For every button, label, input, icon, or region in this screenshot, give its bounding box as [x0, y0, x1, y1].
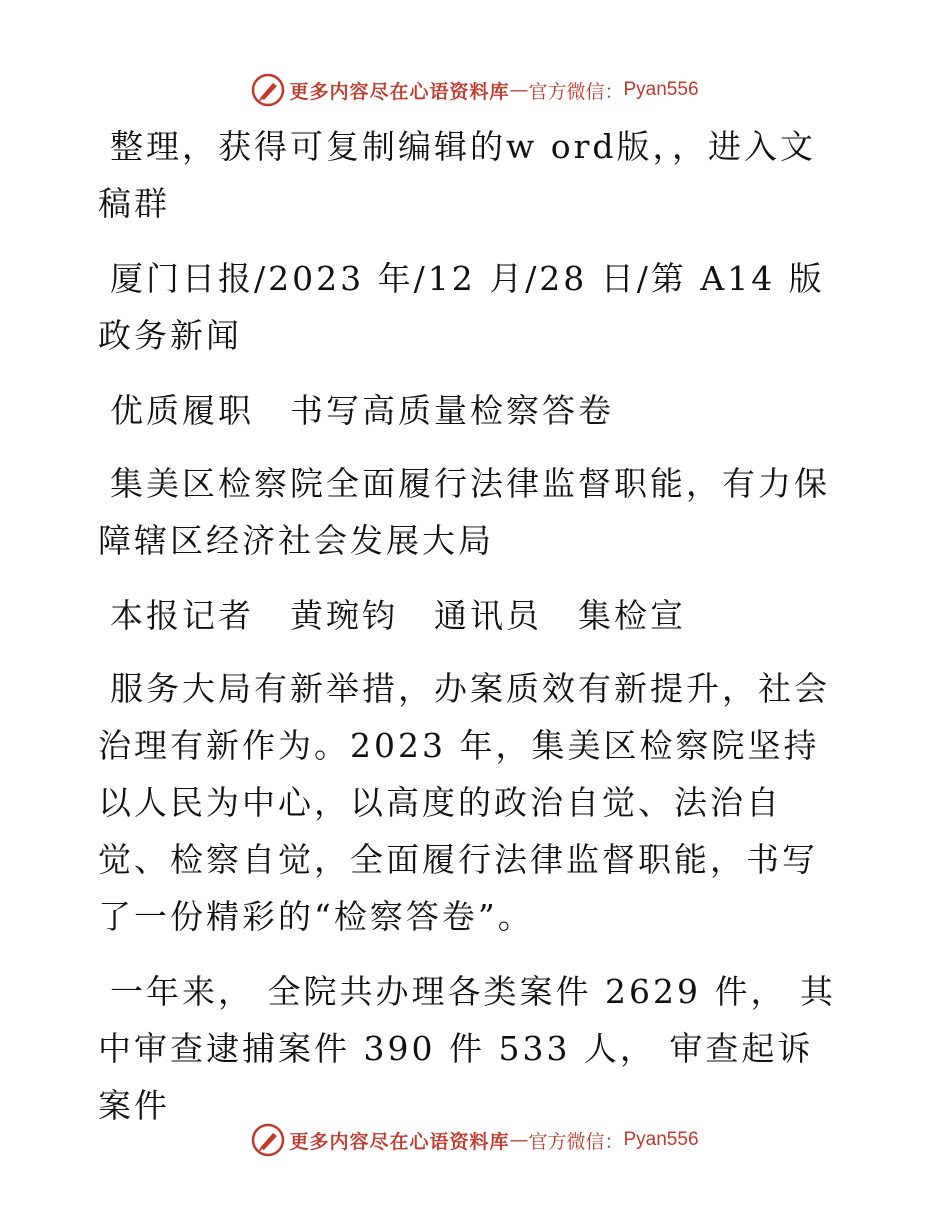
header-watermark	[0, 70, 950, 110]
watermark-separator: —	[509, 79, 529, 101]
article-subtitle: 集美区检察院全面履行法律监督职能，有力保障辖区经济社会发展大局	[98, 464, 830, 560]
pen-logo-icon	[251, 73, 285, 107]
watermark-handle: Pyan556	[623, 79, 699, 100]
watermark-handle: Pyan556	[623, 1129, 699, 1150]
intro-line: 整理，获得可复制编辑的w ord版，，进入文稿群	[98, 127, 817, 223]
source-line: 厦门日报/2023 年/12 月/28 日/第 A14 版政务新闻	[98, 259, 825, 355]
watermark-wechat-label: 官方微信：	[528, 80, 624, 103]
footer-watermark	[0, 1120, 950, 1160]
article-title: 优质履职 书写高质量检察答卷	[110, 391, 614, 430]
body-paragraph: 一年来， 全院共办理各类案件 2629 件， 其中审查逮捕案件 390 件 533 人， 审查起诉案件	[98, 972, 836, 1125]
body-paragraph: 服务大局有新举措，办案质效有新提升，社会治理有新作为。2023 年，集美区检察院坚持以人民为中心，以高度的政治自觉、法治自觉、检察自觉，全面履行法律监督职能，书写了一份精彩的“检察答卷”。	[98, 669, 830, 936]
byline: 本报记者 黄琬钧 通讯员 集检宣	[110, 596, 686, 635]
document-body	[98, 118, 838, 1152]
watermark-brand: 更多内容尽在心语资料库	[289, 80, 510, 103]
watermark-wechat-label: 官方微信：	[528, 1130, 624, 1153]
watermark-separator: —	[509, 1129, 529, 1151]
pen-logo-icon	[251, 1123, 285, 1157]
watermark-brand: 更多内容尽在心语资料库	[289, 1130, 510, 1153]
